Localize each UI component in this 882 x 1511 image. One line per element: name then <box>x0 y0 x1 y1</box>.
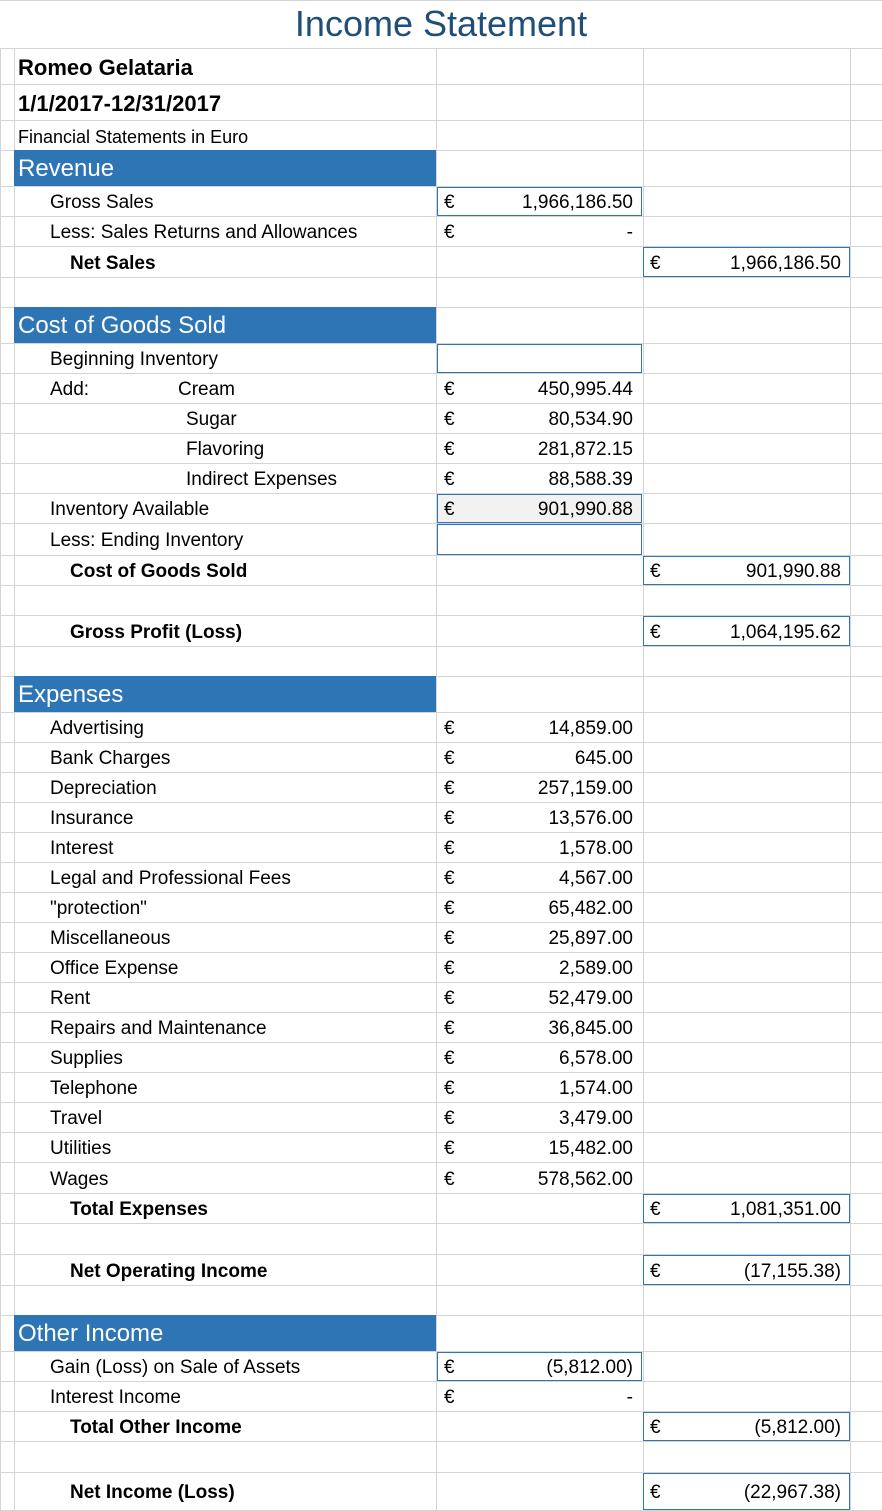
expense-value[interactable]: 25,897.00 <box>548 928 633 949</box>
cogs-item-value[interactable]: 88,588.39 <box>548 469 633 490</box>
expense-label[interactable]: Bank Charges <box>50 748 171 769</box>
expense-currency[interactable]: € <box>444 1168 455 1190</box>
total-other-income-value[interactable]: (5,812.00) <box>754 1417 841 1438</box>
expense-currency[interactable]: € <box>444 808 455 829</box>
gross-profit-label[interactable]: Gross Profit (Loss) <box>70 621 243 643</box>
gridline-v <box>850 48 851 1510</box>
expense-label[interactable]: Supplies <box>50 1048 123 1069</box>
cogs-item-currency[interactable]: € <box>444 439 455 460</box>
currency-note[interactable]: Financial Statements in Euro <box>18 126 249 147</box>
expense-label[interactable]: Interest <box>50 838 114 859</box>
other-income-item-currency[interactable]: € <box>444 1387 455 1408</box>
net-sales-value[interactable]: 1,966,186.50 <box>730 252 841 274</box>
total-expenses-label[interactable]: Total Expenses <box>70 1199 208 1220</box>
other-income-item-value[interactable]: - <box>626 1387 633 1408</box>
expense-currency[interactable]: € <box>444 838 455 859</box>
gridline-h <box>0 277 882 278</box>
beginning-inventory-label[interactable]: Beginning Inventory <box>50 349 218 370</box>
cogs-total-currency[interactable]: € <box>650 561 661 582</box>
ending-inventory-cell[interactable] <box>437 524 642 555</box>
inventory-available-label[interactable]: Inventory Available <box>50 499 210 520</box>
cogs-total-value[interactable]: 901,990.88 <box>745 561 841 582</box>
expense-currency[interactable]: € <box>444 928 455 949</box>
cogs-item-label[interactable]: Cream <box>178 379 236 400</box>
cogs-header[interactable]: Cost of Goods Sold <box>18 312 227 339</box>
expense-value[interactable]: 578,562.00 <box>537 1168 633 1190</box>
expense-value[interactable]: 1,578.00 <box>559 838 633 859</box>
net-sales-currency[interactable]: € <box>650 252 661 274</box>
expense-value[interactable]: 645.00 <box>574 748 633 769</box>
expense-value[interactable]: 13,576.00 <box>548 808 633 829</box>
total-other-income-label[interactable]: Total Other Income <box>70 1417 242 1438</box>
cogs-item-label[interactable]: Sugar <box>186 409 237 430</box>
expense-currency[interactable]: € <box>444 1138 455 1159</box>
expense-value[interactable]: 2,589.00 <box>559 958 633 979</box>
expense-label[interactable]: Travel <box>50 1108 103 1129</box>
other-income-label[interactable]: Interest Income <box>50 1387 181 1408</box>
net-sales-label[interactable]: Net Sales <box>70 252 156 274</box>
expense-value[interactable]: 65,482.00 <box>548 898 633 919</box>
cogs-item-value[interactable]: 281,872.15 <box>537 439 633 460</box>
inventory-available-value[interactable]: 901,990.88 <box>537 499 633 520</box>
expense-value[interactable]: 36,845.00 <box>548 1018 633 1039</box>
expense-value[interactable]: 257,159.00 <box>537 778 633 799</box>
expense-value[interactable]: 14,859.00 <box>548 718 633 739</box>
expense-currency[interactable]: € <box>444 1078 455 1099</box>
ending-inventory-label[interactable]: Less: Ending Inventory <box>50 530 244 551</box>
cogs-item-value[interactable]: 450,995.44 <box>537 379 633 400</box>
gridline-v <box>14 48 15 1510</box>
expense-value[interactable]: 52,479.00 <box>548 988 633 1009</box>
other-income-item-currency[interactable]: € <box>444 1357 455 1378</box>
gross-profit-currency[interactable]: € <box>650 621 661 643</box>
expense-currency[interactable]: € <box>444 868 455 889</box>
expense-value[interactable]: 6,578.00 <box>559 1048 633 1069</box>
returns-currency[interactable]: € <box>444 222 455 243</box>
expense-label[interactable]: "protection" <box>50 898 147 919</box>
gross-sales-label[interactable]: Gross Sales <box>50 192 154 213</box>
expense-currency[interactable]: € <box>444 958 455 979</box>
expense-currency[interactable]: € <box>444 718 455 739</box>
title[interactable]: Income Statement <box>294 3 588 44</box>
expense-currency[interactable]: € <box>444 1048 455 1069</box>
expense-label[interactable]: Insurance <box>50 808 134 829</box>
total-expenses-currency[interactable]: € <box>650 1199 661 1220</box>
add-label[interactable]: Add: <box>50 379 90 400</box>
expense-label[interactable]: Wages <box>50 1168 109 1190</box>
gridline-h <box>0 585 882 586</box>
total-other-income-currency[interactable]: € <box>650 1417 661 1438</box>
cogs-item-label[interactable]: Indirect Expenses <box>186 469 338 490</box>
other-income-item-value[interactable]: (5,812.00) <box>546 1357 633 1378</box>
expense-currency[interactable]: € <box>444 988 455 1009</box>
other-income-label[interactable]: Gain (Loss) on Sale of Assets <box>50 1357 301 1378</box>
cogs-item-value[interactable]: 80,534.90 <box>548 409 633 430</box>
expense-currency[interactable]: € <box>444 778 455 799</box>
expense-label[interactable]: Rent <box>50 988 91 1009</box>
net-income-label[interactable]: Net Income (Loss) <box>70 1482 235 1503</box>
expense-currency[interactable]: € <box>444 898 455 919</box>
gross-profit-value[interactable]: 1,064,195.62 <box>730 621 841 643</box>
gridline-v <box>0 48 1 1510</box>
cogs-item-label[interactable]: Flavoring <box>186 439 265 460</box>
cogs-item-currency[interactable]: € <box>444 469 455 490</box>
expense-currency[interactable]: € <box>444 748 455 769</box>
revenue-header[interactable]: Revenue <box>18 155 115 182</box>
period[interactable]: 1/1/2017-12/31/2017 <box>18 90 222 116</box>
expense-value[interactable]: 1,574.00 <box>559 1078 633 1099</box>
returns-value[interactable]: - <box>626 222 633 243</box>
expense-label[interactable]: Miscellaneous <box>50 928 171 949</box>
gridline-h <box>0 1223 882 1224</box>
expense-currency[interactable]: € <box>444 1018 455 1039</box>
cogs-item-currency[interactable]: € <box>444 379 455 400</box>
beginning-inventory-cell[interactable] <box>437 344 642 373</box>
gridline-h <box>0 646 882 647</box>
inventory-available-currency[interactable]: € <box>444 499 455 520</box>
expense-label[interactable]: Office Expense <box>50 958 179 979</box>
expense-value[interactable]: 15,482.00 <box>548 1138 633 1159</box>
expense-value[interactable]: 4,567.00 <box>559 868 633 889</box>
net-income-currency[interactable]: € <box>650 1482 661 1503</box>
cogs-item-currency[interactable]: € <box>444 409 455 430</box>
expense-label[interactable]: Utilities <box>50 1138 112 1159</box>
total-expenses-value[interactable]: 1,081,351.00 <box>730 1199 841 1220</box>
expense-label[interactable]: Repairs and Maintenance <box>50 1018 267 1039</box>
net-operating-currency[interactable]: € <box>650 1260 661 1282</box>
company-name[interactable]: Romeo Gelataria <box>18 54 193 80</box>
expense-label[interactable]: Advertising <box>50 718 144 739</box>
other-income-header[interactable]: Other Income <box>18 1320 164 1347</box>
gross-sales-currency[interactable]: € <box>444 192 455 213</box>
gridline-h <box>0 1285 882 1286</box>
net-operating-label[interactable]: Net Operating Income <box>70 1260 268 1282</box>
returns-label[interactable]: Less: Sales Returns and Allowances <box>50 222 358 243</box>
expense-currency[interactable]: € <box>444 1108 455 1129</box>
expense-value[interactable]: 3,479.00 <box>559 1108 633 1129</box>
expenses-header[interactable]: Expenses <box>18 681 124 708</box>
gridline-h <box>0 1441 882 1442</box>
expense-label[interactable]: Legal and Professional Fees <box>50 868 291 889</box>
net-income-value[interactable]: (22,967.38) <box>743 1482 841 1503</box>
cogs-total-label[interactable]: Cost of Goods Sold <box>70 561 248 582</box>
expense-label[interactable]: Telephone <box>50 1078 138 1099</box>
net-operating-value[interactable]: (17,155.38) <box>743 1260 841 1282</box>
expense-label[interactable]: Depreciation <box>50 778 157 799</box>
gross-sales-value[interactable]: 1,966,186.50 <box>522 192 633 213</box>
